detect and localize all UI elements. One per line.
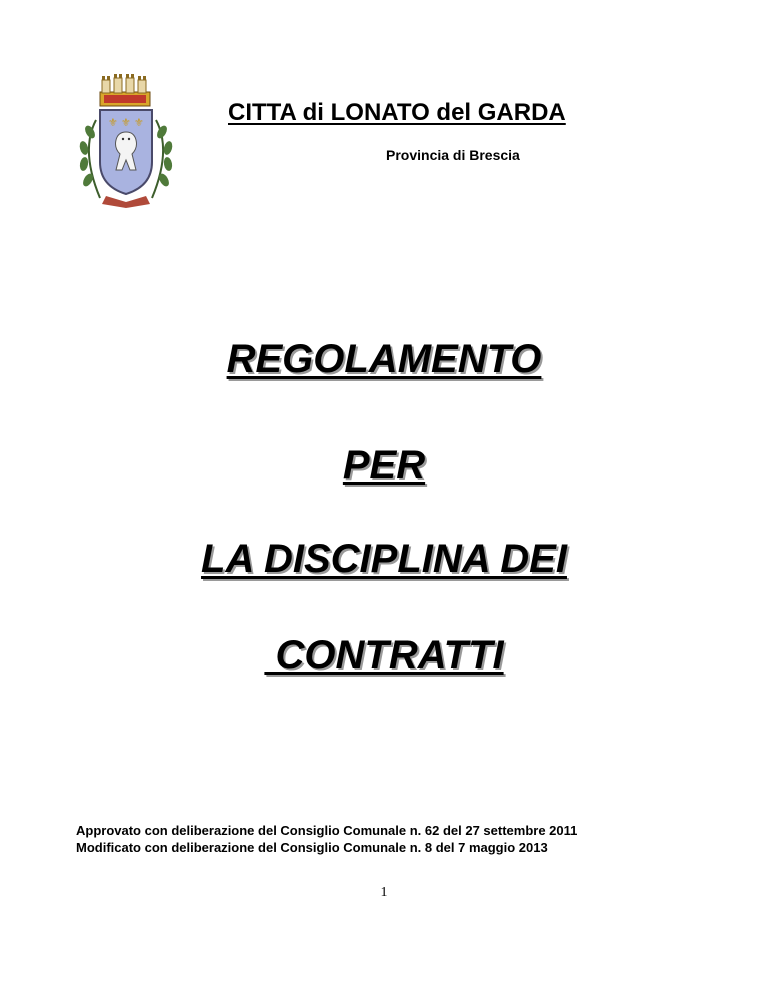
province-label: Provincia di Brescia xyxy=(386,147,520,163)
document-title-line-2: PER xyxy=(342,443,426,487)
document-title-line-3: LA DISCIPLINA DEI xyxy=(201,537,567,581)
lonato-coat-of-arms-icon xyxy=(66,70,186,210)
crown-icon xyxy=(100,74,150,106)
svg-text:⚜: ⚜ xyxy=(134,116,144,129)
approval-notes xyxy=(76,822,577,856)
document-title-line-1: REGOLAMENTO xyxy=(226,337,542,381)
document-title-line-4: CONTRATTI xyxy=(264,633,504,677)
svg-text:⚜: ⚜ xyxy=(108,116,118,129)
shield-icon xyxy=(100,110,152,194)
svg-text:⚜: ⚜ xyxy=(121,116,131,129)
ribbon-icon xyxy=(102,196,150,208)
page-number: 1 xyxy=(380,885,388,900)
city-title: CITTA di LONATO del GARDA xyxy=(228,99,566,126)
modification-line: Modificato con deliberazione del Consiglio Comunale n. 8 del 7 maggio 2013 xyxy=(76,840,548,855)
approval-line: Approvato con deliberazione del Consiglio Comunale n. 62 del 27 settembre 2011 xyxy=(76,823,578,838)
